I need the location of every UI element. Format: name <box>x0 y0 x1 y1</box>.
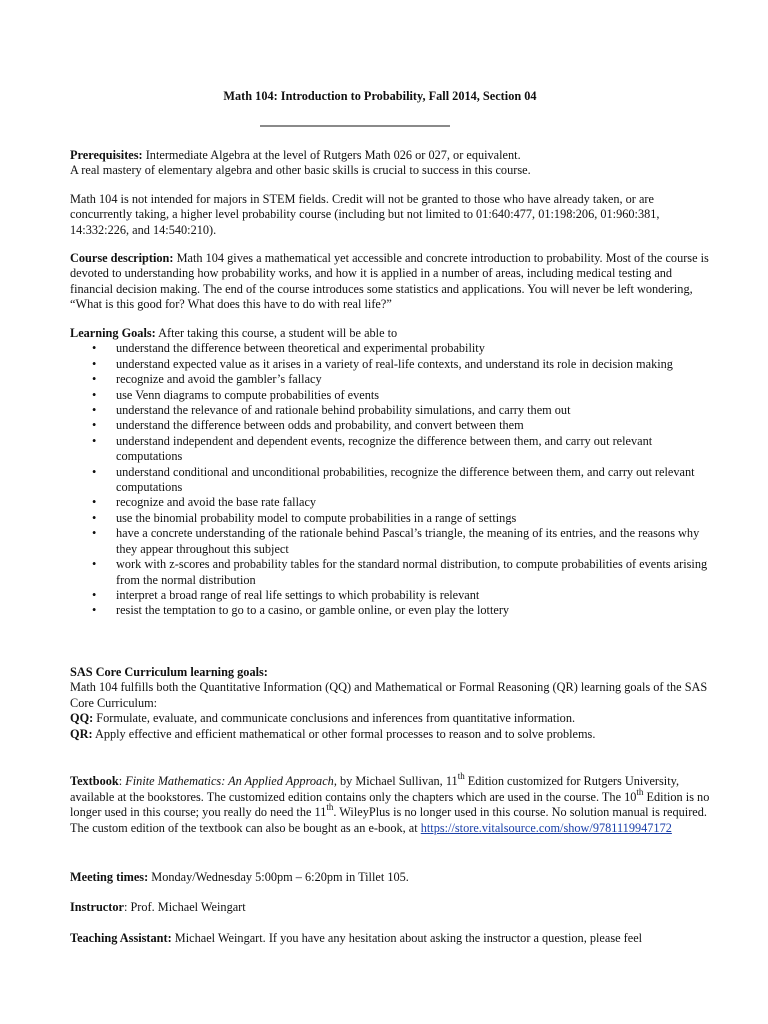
document-title: Math 104: Introduction to Probability, Fall 2014, Section 04 <box>223 89 537 103</box>
learning-goal-item: • understand conditional and unconditional probabilities, recognize the difference between them, and carry out relevant computations <box>70 465 710 496</box>
meeting-label: Meeting times: <box>70 870 149 884</box>
ebook-text: The custom edition of the textbook can also be bought as an e-book, at <box>70 820 421 835</box>
learning-goals-label: Learning Goals: <box>70 326 156 340</box>
learning-goal-item: • have a concrete understanding of the rationale behind Pascal’s triangle, the meaning of its entries, and the reasons why they appear throughout this subject <box>70 526 710 557</box>
meeting-text: Monday/Wednesday 5:00pm – 6:20pm in Tillet 105. <box>148 870 409 884</box>
prerequisites-note: A real mastery of elementary algebra and other basic skills is crucial to success in this course. <box>70 163 531 178</box>
textbook-section <box>70 771 710 836</box>
learning-goals-list <box>70 341 710 618</box>
learning-goal-item: • interpret a broad range of real life settings to which probability is relevant <box>70 588 710 603</box>
learning-goal-item: • recognize and avoid the gambler’s fallacy <box>70 372 710 387</box>
learning-goal-item: • understand the relevance of and rationale behind probability simulations, and carry them out <box>70 403 710 418</box>
learning-goal-item: • understand the difference between odds and probability, and convert between them <box>70 418 710 433</box>
qq-label: QQ: <box>70 711 94 726</box>
prerequisites-label: Prerequisites: <box>70 148 143 162</box>
learning-goal-item: • recognize and avoid the base rate fallacy <box>70 495 710 510</box>
learning-goal-item: • understand independent and dependent events, recognize the difference between them, and carry out relevant computations <box>70 434 710 465</box>
ta-label: Teaching Assistant: <box>70 931 172 945</box>
course-description-text: Math 104 gives a mathematical yet accessible and concrete introduction to probability. Most of the course is devoted to understanding how probability works, and how it is applied in a number of areas, including medical testing and financial decision making. The end of the course introduces some statistics and applications. You will never be left wondering, “What is this good for? What does this have to do with real life?” <box>70 251 709 312</box>
learning-goals-section <box>70 326 710 619</box>
learning-goal-item: • use the binomial probability model to compute probabilities in a range of settings <box>70 511 710 526</box>
ordinal-suffix: th <box>636 786 644 797</box>
learning-goal-item: • resist the temptation to go to a casino, or gamble online, or even play the lottery <box>70 603 710 618</box>
sas-heading: SAS Core Curriculum learning goals: <box>70 665 268 679</box>
learning-goals-intro: After taking this course, a student will be able to <box>155 326 398 340</box>
learning-goal-item: • understand expected value as it arises in a variety of real-life contexts, and understand its role in decision making <box>70 357 710 372</box>
textbook-title: Finite Mathematics: An Applied Approach <box>125 774 334 788</box>
qr-label: QR: <box>70 726 93 741</box>
ordinal-suffix: th <box>326 802 334 813</box>
textbook-text-3: Edition is no longer used in this course; you really do need the 11 <box>70 789 710 820</box>
sas-text: Math 104 fulfills both the Quantitative Information (QQ) and Mathematical or Formal Reasoning (QR) learning goals of the SAS Core Curriculum: <box>70 680 708 710</box>
prerequisites-text: Intermediate Algebra at the level of Rutgers Math 026 or 027, or equivalent. <box>142 148 521 162</box>
learning-goal-item: • understand the difference between theoretical and experimental probability <box>70 341 710 356</box>
stem-note-text: Math 104 is not intended for majors in STEM fields. Credit will not be granted to those who have already taken, or are concurrently taking, a higher level probability course (including but not limited to 01:640:477, 01:198:206, 01:960:381, 14:332:226, and 14:540:210). <box>70 192 660 237</box>
textbook-text-2: Edition customized for Rutgers University, available at the bookstores. The customized edition contains only the chapters which are used in the course. The 10 <box>70 774 680 804</box>
ebook-link[interactable]: https://store.vitalsource.com/show/9781119947172 <box>420 820 672 835</box>
textbook-text-1: , by Michael Sullivan, 11 <box>333 774 458 788</box>
course-description-section <box>70 251 710 313</box>
prerequisites-section <box>70 148 710 179</box>
ta-text: Michael Weingart. If you have any hesitation about asking the instructor a question, please feel <box>171 931 643 945</box>
learning-goal-item: • work with z-scores and probability tables for the standard normal distribution, to compute probabilities of events arising from the normal distribution <box>70 557 710 588</box>
textbook-colon: : <box>118 774 126 788</box>
learning-goal-item: • use Venn diagrams to compute probabilities of events <box>70 388 710 403</box>
sas-core-section <box>70 665 710 742</box>
stem-note <box>70 192 710 238</box>
instructor-label: Instructor <box>70 900 124 914</box>
meeting-times-section <box>70 870 710 885</box>
ordinal-suffix: th <box>457 771 465 781</box>
textbook-text-4: . WileyPlus is no longer used in this course. No solution manual is required. <box>333 805 707 820</box>
teaching-assistant-section <box>70 931 710 946</box>
textbook-label: Textbook <box>70 774 119 788</box>
course-description-label: Course description: <box>70 251 174 265</box>
instructor-text: : Prof. Michael Weingart <box>123 900 246 914</box>
qq-text: Formulate, evaluate, and communicate conclusions and inferences from quantitative information. <box>93 711 576 726</box>
instructor-section <box>70 900 710 915</box>
title-divider <box>260 125 450 127</box>
qr-text: Apply effective and efficient mathematical or other formal processes to reason and to solve problems. <box>92 726 596 741</box>
